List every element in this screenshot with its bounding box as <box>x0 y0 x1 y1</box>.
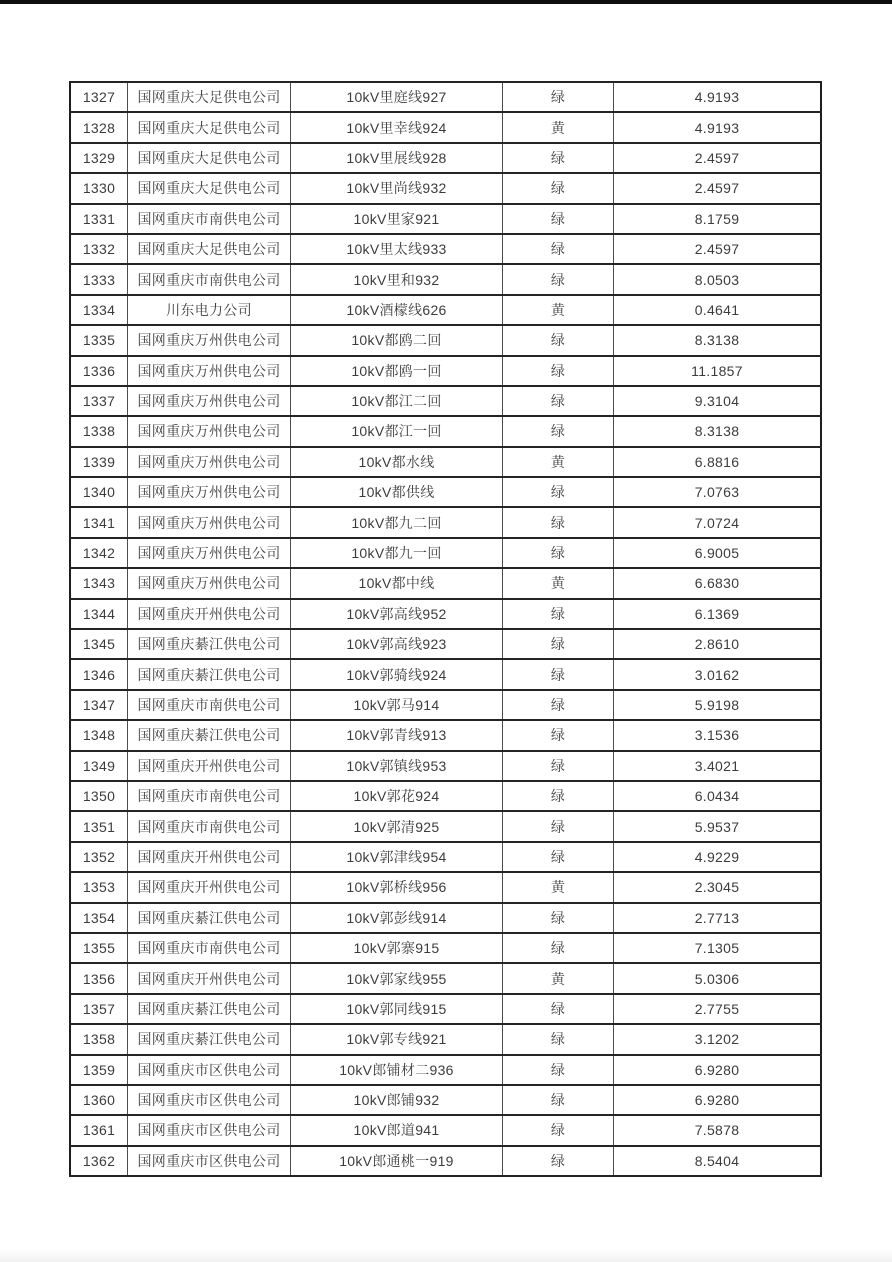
cell-line: 10kV都中线 <box>291 568 503 598</box>
cell-status_color: 绿 <box>503 204 614 234</box>
cell-serial: 1327 <box>70 82 128 112</box>
cell-line: 10kV郭高线923 <box>291 629 503 659</box>
cell-company: 国网重庆开州供电公司 <box>128 842 291 872</box>
cell-serial: 1341 <box>70 507 128 537</box>
table-row <box>70 112 821 142</box>
cell-company: 国网重庆市南供电公司 <box>128 204 291 234</box>
cell-company: 国网重庆大足供电公司 <box>128 143 291 173</box>
cell-company: 国网重庆綦江供电公司 <box>128 659 291 689</box>
cell-company: 国网重庆万州供电公司 <box>128 447 291 477</box>
cell-company: 国网重庆开州供电公司 <box>128 872 291 902</box>
table-row <box>70 781 821 811</box>
cell-line: 10kV郎铺材二936 <box>291 1055 503 1085</box>
cell-status_color: 黄 <box>503 872 614 902</box>
cell-value: 7.0763 <box>614 477 822 507</box>
cell-value: 2.7713 <box>614 903 822 933</box>
table-row <box>70 204 821 234</box>
cell-value: 6.1369 <box>614 599 822 629</box>
cell-value: 8.1759 <box>614 204 822 234</box>
cell-serial: 1331 <box>70 204 128 234</box>
table-row <box>70 1055 821 1085</box>
cell-line: 10kV郭马914 <box>291 690 503 720</box>
cell-status_color: 绿 <box>503 1115 614 1145</box>
bottom-page-shadow <box>0 1248 892 1262</box>
cell-value: 6.8816 <box>614 447 822 477</box>
cell-line: 10kV郭青线913 <box>291 720 503 750</box>
cell-value: 3.1536 <box>614 720 822 750</box>
cell-serial: 1340 <box>70 477 128 507</box>
cell-line: 10kV郭寨915 <box>291 933 503 963</box>
table-row <box>70 143 821 173</box>
cell-value: 5.9537 <box>614 811 822 841</box>
cell-value: 4.9229 <box>614 842 822 872</box>
cell-company: 国网重庆万州供电公司 <box>128 356 291 386</box>
cell-company: 国网重庆大足供电公司 <box>128 173 291 203</box>
cell-company: 川东电力公司 <box>128 295 291 325</box>
cell-status_color: 绿 <box>503 1085 614 1115</box>
cell-company: 国网重庆万州供电公司 <box>128 568 291 598</box>
cell-line: 10kV里尚线932 <box>291 173 503 203</box>
cell-serial: 1335 <box>70 325 128 355</box>
cell-line: 10kV里和932 <box>291 264 503 294</box>
cell-serial: 1353 <box>70 872 128 902</box>
cell-line: 10kV里幸线924 <box>291 112 503 142</box>
cell-company: 国网重庆綦江供电公司 <box>128 720 291 750</box>
cell-status_color: 绿 <box>503 781 614 811</box>
table-row <box>70 933 821 963</box>
table-row <box>70 507 821 537</box>
table-row <box>70 994 821 1024</box>
cell-company: 国网重庆万州供电公司 <box>128 507 291 537</box>
cell-serial: 1359 <box>70 1055 128 1085</box>
cell-status_color: 绿 <box>503 811 614 841</box>
cell-value: 8.3138 <box>614 416 822 446</box>
cell-value: 5.0306 <box>614 963 822 993</box>
cell-serial: 1345 <box>70 629 128 659</box>
cell-status_color: 黄 <box>503 568 614 598</box>
cell-status_color: 绿 <box>503 477 614 507</box>
cell-line: 10kV酒檬线626 <box>291 295 503 325</box>
cell-status_color: 绿 <box>503 720 614 750</box>
table-row <box>70 720 821 750</box>
cell-serial: 1344 <box>70 599 128 629</box>
table-row <box>70 963 821 993</box>
table-row <box>70 690 821 720</box>
cell-line: 10kV郭津线954 <box>291 842 503 872</box>
cell-serial: 1356 <box>70 963 128 993</box>
table-row <box>70 1085 821 1115</box>
cell-serial: 1333 <box>70 264 128 294</box>
table-row <box>70 842 821 872</box>
cell-status_color: 绿 <box>503 356 614 386</box>
cell-line: 10kV都供线 <box>291 477 503 507</box>
cell-status_color: 绿 <box>503 1146 614 1176</box>
cell-serial: 1348 <box>70 720 128 750</box>
table-row <box>70 264 821 294</box>
cell-serial: 1358 <box>70 1024 128 1054</box>
cell-status_color: 绿 <box>503 933 614 963</box>
table-row <box>70 872 821 902</box>
cell-value: 3.1202 <box>614 1024 822 1054</box>
cell-value: 8.5404 <box>614 1146 822 1176</box>
cell-company: 国网重庆綦江供电公司 <box>128 994 291 1024</box>
cell-value: 7.5878 <box>614 1115 822 1145</box>
cell-status_color: 绿 <box>503 1055 614 1085</box>
cell-line: 10kV都九一回 <box>291 538 503 568</box>
cell-status_color: 绿 <box>503 507 614 537</box>
table-row <box>70 477 821 507</box>
cell-status_color: 绿 <box>503 842 614 872</box>
line-table-body <box>70 82 821 1176</box>
cell-serial: 1352 <box>70 842 128 872</box>
cell-line: 10kV郭同线915 <box>291 994 503 1024</box>
cell-status_color: 绿 <box>503 416 614 446</box>
cell-serial: 1328 <box>70 112 128 142</box>
cell-serial: 1355 <box>70 933 128 963</box>
cell-status_color: 绿 <box>503 234 614 264</box>
cell-status_color: 绿 <box>503 690 614 720</box>
cell-serial: 1332 <box>70 234 128 264</box>
line-table-container <box>69 81 822 1177</box>
table-row <box>70 82 821 112</box>
cell-line: 10kV里家921 <box>291 204 503 234</box>
cell-status_color: 绿 <box>503 599 614 629</box>
cell-value: 11.1857 <box>614 356 822 386</box>
cell-status_color: 绿 <box>503 1024 614 1054</box>
cell-line: 10kV里太线933 <box>291 234 503 264</box>
cell-value: 2.4597 <box>614 234 822 264</box>
table-row <box>70 599 821 629</box>
cell-serial: 1361 <box>70 1115 128 1145</box>
cell-line: 10kV里展线928 <box>291 143 503 173</box>
cell-line: 10kV郭家线955 <box>291 963 503 993</box>
cell-serial: 1338 <box>70 416 128 446</box>
cell-value: 2.3045 <box>614 872 822 902</box>
cell-serial: 1337 <box>70 386 128 416</box>
cell-status_color: 黄 <box>503 447 614 477</box>
cell-company: 国网重庆市南供电公司 <box>128 781 291 811</box>
cell-line: 10kV都鸥二回 <box>291 325 503 355</box>
cell-line: 10kV郭清925 <box>291 811 503 841</box>
cell-line: 10kV郭高线952 <box>291 599 503 629</box>
cell-value: 4.9193 <box>614 112 822 142</box>
cell-serial: 1351 <box>70 811 128 841</box>
cell-serial: 1362 <box>70 1146 128 1176</box>
cell-value: 2.4597 <box>614 143 822 173</box>
cell-company: 国网重庆开州供电公司 <box>128 599 291 629</box>
cell-company: 国网重庆万州供电公司 <box>128 325 291 355</box>
cell-company: 国网重庆綦江供电公司 <box>128 629 291 659</box>
cell-company: 国网重庆市南供电公司 <box>128 811 291 841</box>
cell-status_color: 黄 <box>503 295 614 325</box>
cell-serial: 1360 <box>70 1085 128 1115</box>
cell-company: 国网重庆大足供电公司 <box>128 112 291 142</box>
cell-line: 10kV郭专线921 <box>291 1024 503 1054</box>
cell-company: 国网重庆万州供电公司 <box>128 386 291 416</box>
cell-line: 10kV郭彭线914 <box>291 903 503 933</box>
cell-company: 国网重庆市区供电公司 <box>128 1115 291 1145</box>
cell-status_color: 绿 <box>503 994 614 1024</box>
cell-value: 0.4641 <box>614 295 822 325</box>
cell-company: 国网重庆大足供电公司 <box>128 82 291 112</box>
cell-serial: 1329 <box>70 143 128 173</box>
table-row <box>70 629 821 659</box>
cell-serial: 1339 <box>70 447 128 477</box>
table-row <box>70 356 821 386</box>
cell-value: 9.3104 <box>614 386 822 416</box>
cell-company: 国网重庆开州供电公司 <box>128 751 291 781</box>
cell-line: 10kV郭花924 <box>291 781 503 811</box>
cell-serial: 1343 <box>70 568 128 598</box>
cell-line: 10kV都九二回 <box>291 507 503 537</box>
cell-company: 国网重庆开州供电公司 <box>128 963 291 993</box>
cell-serial: 1346 <box>70 659 128 689</box>
cell-company: 国网重庆大足供电公司 <box>128 234 291 264</box>
cell-line: 10kV里庭线927 <box>291 82 503 112</box>
cell-serial: 1357 <box>70 994 128 1024</box>
cell-status_color: 绿 <box>503 538 614 568</box>
cell-line: 10kV郎道941 <box>291 1115 503 1145</box>
cell-line: 10kV都江一回 <box>291 416 503 446</box>
table-row <box>70 568 821 598</box>
cell-company: 国网重庆綦江供电公司 <box>128 903 291 933</box>
table-row <box>70 295 821 325</box>
table-row <box>70 751 821 781</box>
cell-line: 10kV郎铺932 <box>291 1085 503 1115</box>
cell-line: 10kV郭骑线924 <box>291 659 503 689</box>
cell-serial: 1336 <box>70 356 128 386</box>
table-row <box>70 1146 821 1176</box>
table-row <box>70 538 821 568</box>
cell-line: 10kV都水线 <box>291 447 503 477</box>
cell-company: 国网重庆市南供电公司 <box>128 690 291 720</box>
table-row <box>70 386 821 416</box>
cell-company: 国网重庆万州供电公司 <box>128 538 291 568</box>
cell-status_color: 绿 <box>503 629 614 659</box>
table-row <box>70 173 821 203</box>
cell-value: 7.1305 <box>614 933 822 963</box>
table-row <box>70 1024 821 1054</box>
cell-status_color: 绿 <box>503 325 614 355</box>
cell-status_color: 绿 <box>503 173 614 203</box>
cell-line: 10kV郎通桃一919 <box>291 1146 503 1176</box>
cell-status_color: 黄 <box>503 963 614 993</box>
cell-status_color: 绿 <box>503 264 614 294</box>
cell-company: 国网重庆市南供电公司 <box>128 264 291 294</box>
cell-company: 国网重庆万州供电公司 <box>128 477 291 507</box>
cell-status_color: 黄 <box>503 112 614 142</box>
cell-serial: 1330 <box>70 173 128 203</box>
table-row <box>70 234 821 264</box>
cell-serial: 1349 <box>70 751 128 781</box>
cell-status_color: 绿 <box>503 143 614 173</box>
cell-status_color: 绿 <box>503 903 614 933</box>
cell-company: 国网重庆市南供电公司 <box>128 933 291 963</box>
cell-line: 10kV郭桥线956 <box>291 872 503 902</box>
table-row <box>70 1115 821 1145</box>
cell-status_color: 绿 <box>503 659 614 689</box>
cell-company: 国网重庆市区供电公司 <box>128 1055 291 1085</box>
top-divider-bar <box>0 0 892 4</box>
cell-serial: 1354 <box>70 903 128 933</box>
line-table <box>69 81 822 1177</box>
cell-serial: 1347 <box>70 690 128 720</box>
cell-value: 7.0724 <box>614 507 822 537</box>
cell-value: 2.4597 <box>614 173 822 203</box>
cell-line: 10kV郭镇线953 <box>291 751 503 781</box>
cell-value: 6.9280 <box>614 1085 822 1115</box>
cell-company: 国网重庆市区供电公司 <box>128 1085 291 1115</box>
cell-status_color: 绿 <box>503 751 614 781</box>
cell-company: 国网重庆綦江供电公司 <box>128 1024 291 1054</box>
cell-value: 2.7755 <box>614 994 822 1024</box>
cell-value: 3.0162 <box>614 659 822 689</box>
cell-status_color: 绿 <box>503 82 614 112</box>
table-row <box>70 659 821 689</box>
cell-serial: 1334 <box>70 295 128 325</box>
cell-value: 4.9193 <box>614 82 822 112</box>
cell-serial: 1350 <box>70 781 128 811</box>
cell-company: 国网重庆万州供电公司 <box>128 416 291 446</box>
cell-value: 6.9005 <box>614 538 822 568</box>
table-row <box>70 416 821 446</box>
cell-value: 8.0503 <box>614 264 822 294</box>
cell-value: 5.9198 <box>614 690 822 720</box>
table-row <box>70 811 821 841</box>
cell-value: 2.8610 <box>614 629 822 659</box>
table-row <box>70 903 821 933</box>
cell-status_color: 绿 <box>503 386 614 416</box>
cell-value: 3.4021 <box>614 751 822 781</box>
table-row <box>70 447 821 477</box>
cell-serial: 1342 <box>70 538 128 568</box>
cell-value: 6.6830 <box>614 568 822 598</box>
cell-value: 6.0434 <box>614 781 822 811</box>
cell-company: 国网重庆市区供电公司 <box>128 1146 291 1176</box>
table-row <box>70 325 821 355</box>
cell-value: 6.9280 <box>614 1055 822 1085</box>
cell-line: 10kV都鸥一回 <box>291 356 503 386</box>
cell-value: 8.3138 <box>614 325 822 355</box>
cell-line: 10kV都江二回 <box>291 386 503 416</box>
